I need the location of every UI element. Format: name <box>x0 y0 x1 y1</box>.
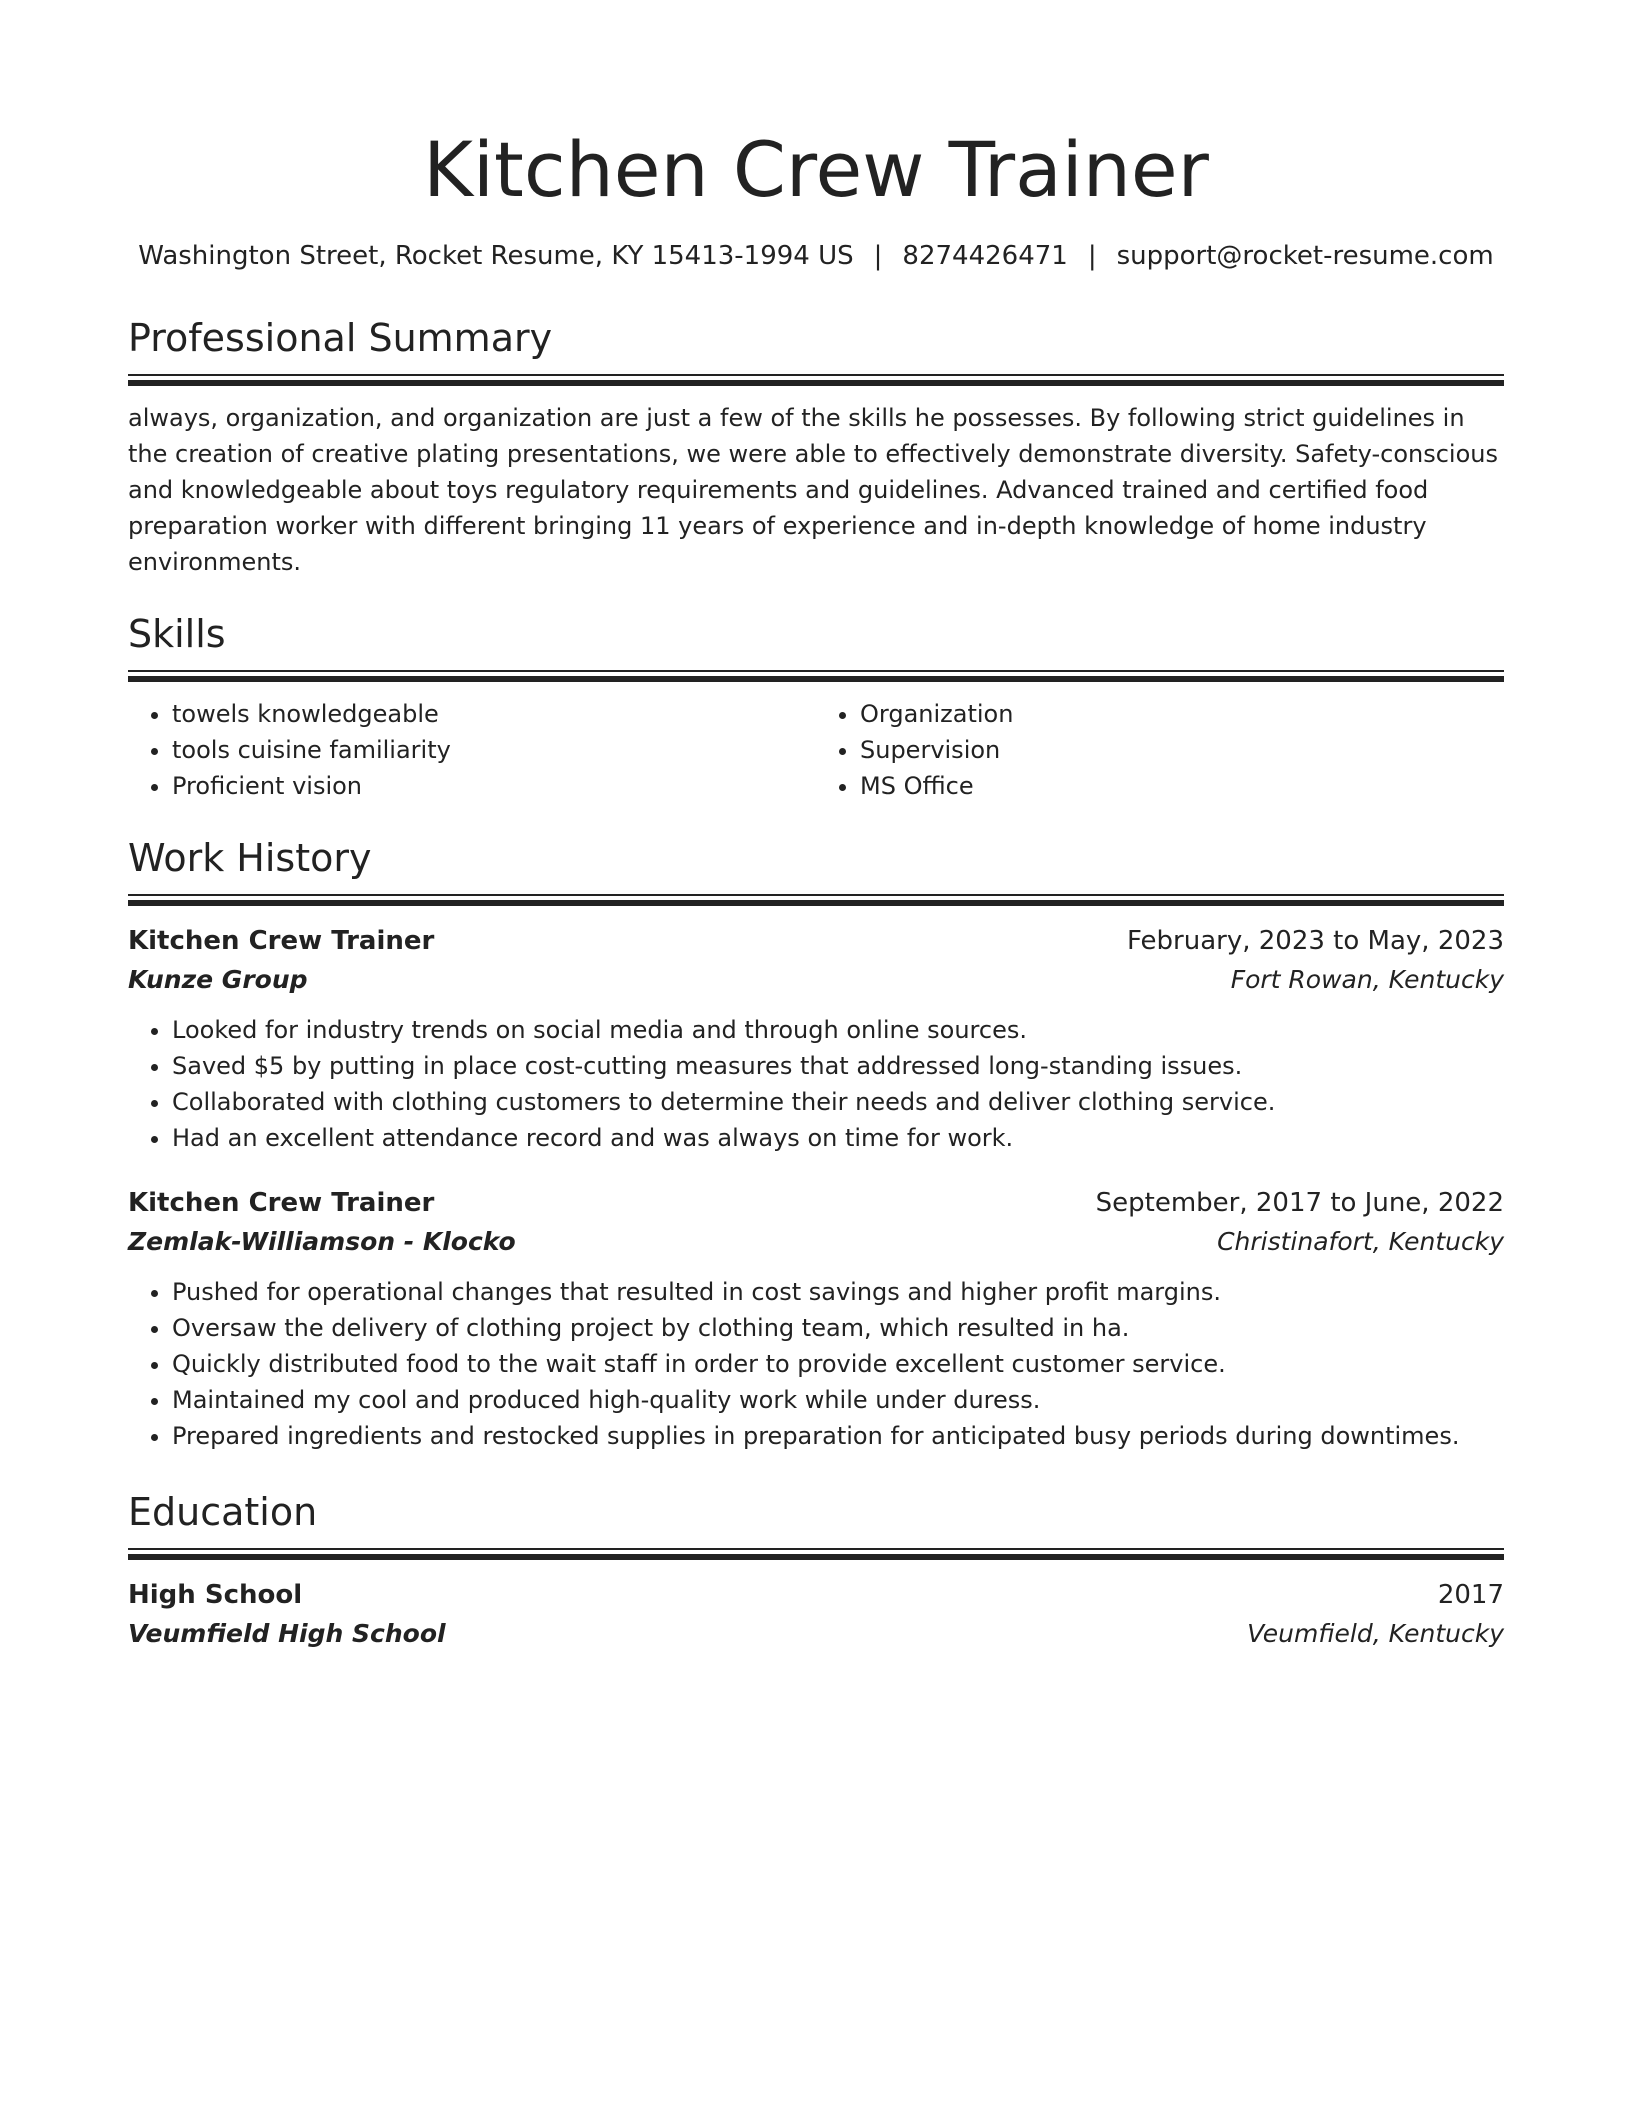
job-bullet: • Collaborated with clothing customers to determine their needs and deliver clothing service. <box>172 1084 1504 1120</box>
job-company-row <box>128 960 1504 1000</box>
job-bullet: • Prepared ingredients and restocked supplies in preparation for anticipated busy periods during downtimes. <box>172 1418 1504 1454</box>
skills-columns <box>128 696 1504 804</box>
job-bullet: • Maintained my cool and produced high-quality work while under duress. <box>172 1382 1504 1418</box>
job-bullet: • Oversaw the delivery of clothing project by clothing team, which resulted in ha. <box>172 1310 1504 1346</box>
job-location: Christinafort, Kentucky <box>1217 1227 1504 1256</box>
education-header-row <box>128 1576 1504 1614</box>
job-bullets <box>128 1012 1504 1156</box>
section-divider <box>128 670 1504 682</box>
summary-heading: Professional Summary <box>128 316 553 360</box>
skills-heading: Skills <box>128 612 226 656</box>
skills-list-right <box>816 696 1504 804</box>
job-title: Kitchen Crew Trainer <box>128 1188 435 1218</box>
job-company: Kunze Group <box>128 965 308 994</box>
contact-email: support@rocket-resume.com <box>1116 241 1494 271</box>
contact-separator: | <box>1087 241 1097 271</box>
job-company-row <box>128 1222 1504 1262</box>
education-section <box>128 1488 1504 1654</box>
job-dates: February, 2023 to May, 2023 <box>1127 926 1504 956</box>
job-header-row <box>128 1184 1504 1222</box>
education-degree: High School <box>128 1580 303 1610</box>
summary-text: always, organization, and organization are just a few of the skills he possesses. By following strict guidelines in the creation of creative plating presentations, we were able to effectively demonstrate diversity. Safety-conscious and knowledgeable about toys regulatory requirements and guidelines. Advanced trained and certified food preparation worker with different bringing 11 years of experience and in-depth knowledge of home industry environments. <box>128 404 1498 576</box>
job-bullet: • Saved $5 by putting in place cost-cutting measures that addressed long-standing issues. <box>172 1048 1504 1084</box>
skills-list-left <box>128 696 816 804</box>
education-heading: Education <box>128 1490 318 1534</box>
job-bullet: • Looked for industry trends on social media and through online sources. <box>172 1012 1504 1048</box>
contact-separator: | <box>873 241 883 271</box>
job-dates: September, 2017 to June, 2022 <box>1095 1188 1504 1218</box>
job-bullets <box>128 1274 1504 1454</box>
section-divider <box>128 1548 1504 1560</box>
job-header-row <box>128 922 1504 960</box>
skills-section <box>128 610 1504 804</box>
resume-page <box>128 120 1504 1654</box>
education-school-row <box>128 1614 1504 1654</box>
work-history-heading: Work History <box>128 836 372 880</box>
skill-item: • Supervision <box>860 732 1504 768</box>
job-entry <box>128 922 1504 1156</box>
education-location: Veumfield, Kentucky <box>1247 1619 1504 1648</box>
summary-section <box>128 314 1504 580</box>
job-company: Zemlak-Williamson - Klocko <box>128 1227 516 1256</box>
contact-address: Washington Street, Rocket Resume, KY 15413-1994 US <box>138 241 854 271</box>
job-bullet: • Had an excellent attendance record and was always on time for work. <box>172 1120 1504 1156</box>
contact-line <box>128 238 1504 274</box>
job-entry <box>128 1184 1504 1454</box>
work-history-section <box>128 834 1504 1454</box>
skill-item: • towels knowledgeable <box>172 696 816 732</box>
skill-item: • Proficient vision <box>172 768 816 804</box>
contact-phone: 8274426471 <box>902 241 1068 271</box>
job-title: Kitchen Crew Trainer <box>128 926 435 956</box>
resume-name: Kitchen Crew Trainer <box>423 125 1209 214</box>
education-entry <box>128 1576 1504 1654</box>
section-divider <box>128 894 1504 906</box>
skill-item: • Organization <box>860 696 1504 732</box>
section-divider <box>128 374 1504 386</box>
skill-item: • tools cuisine familiarity <box>172 732 816 768</box>
education-school: Veumfield High School <box>128 1619 446 1648</box>
education-year: 2017 <box>1437 1580 1504 1610</box>
skill-item: • MS Office <box>860 768 1504 804</box>
job-bullet: • Quickly distributed food to the wait staff in order to provide excellent customer service. <box>172 1346 1504 1382</box>
job-bullet: • Pushed for operational changes that resulted in cost savings and higher profit margins. <box>172 1274 1504 1310</box>
job-location: Fort Rowan, Kentucky <box>1230 965 1504 994</box>
